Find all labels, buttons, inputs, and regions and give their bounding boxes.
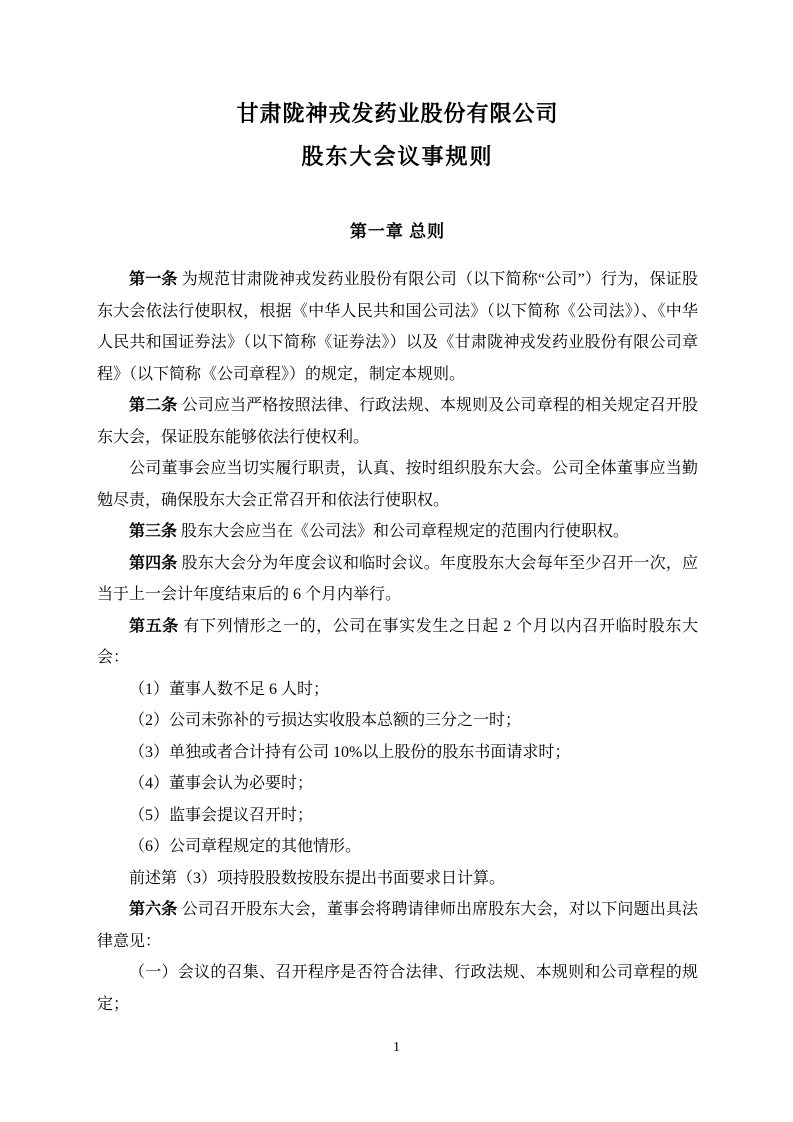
article-label: 第四条 <box>129 554 178 572</box>
article-label: 第二条 <box>129 397 178 414</box>
paragraph: （1）董事人数不足 6 人时； <box>129 680 330 698</box>
paragraph: 前述第（3）项持股股数按股东提出书面要求日计算。 <box>129 869 506 887</box>
paragraph: 公司董事会应当切实履行职责，认真、按时组织股东大会。公司全体董事应当勤勉尽责，确保股东大会正常召开和依法行使职权。 <box>97 460 698 509</box>
paragraph: （一）会议的召集、召开程序是否符合法律、行政法规、本规则和公司章程的规定； <box>97 964 698 1013</box>
article-label: 第六条 <box>129 901 178 918</box>
paragraph: （4）董事会认为必要时； <box>129 775 314 792</box>
paragraph: 第五条 有下列情形之一的，公司在事实发生之日起 2 个月以内召开临时股东大会： <box>97 617 698 666</box>
paragraph: 第六条 公司召开股东大会，董事会将聘请律师出席股东大会，对以下问题出具法律意见： <box>97 901 698 950</box>
document-body <box>97 264 698 1020</box>
article-label: 第三条 <box>129 523 178 540</box>
document-subtitle: 股东大会议事规则 <box>301 144 494 169</box>
paragraph: 第二条 公司应当严格按照法律、行政法规、本规则及公司章程的相关规定召开股东大会，保证股东能够依法行使权利。 <box>97 397 698 446</box>
document-title: 甘肃陇神戎发药业股份有限公司 <box>236 101 559 126</box>
page-number: 1 <box>393 1040 400 1055</box>
paragraph: （6）公司章程规定的其他情形。 <box>129 838 362 855</box>
paragraph: （2）公司未弥补的亏损达实收股本总额的三分之一时； <box>129 712 522 729</box>
paragraph: 第一条 为规范甘肃陇神戎发药业股份有限公司（以下简称“公司”）行为，保证股东大会依法行使职权，根据《中华人民共和国公司法》（以下简称《公司法》）、《中华人民共和国证券法》（以下简称《证券法》）以及《甘肃陇神戎发药业股份有限公司章程》（以下简称《公司章程》）的规定，制定本规则。 <box>97 271 698 383</box>
chapter-heading: 第一章 总则 <box>349 222 446 241</box>
paragraph: （3）单独或者合计持有公司 10%以上股份的股东书面请求时； <box>129 743 571 761</box>
paragraph: （5）监事会提议召开时； <box>129 806 314 824</box>
article-label: 第一条 <box>129 271 178 288</box>
article-label: 第五条 <box>129 617 179 635</box>
paragraph: 第四条 股东大会分为年度会议和临时会议。年度股东大会每年至少召开一次，应当于上一会计年度结束后的 6 个月内举行。 <box>97 554 698 603</box>
paragraph: 第三条 股东大会应当在《公司法》和公司章程规定的范围内行使职权。 <box>129 523 630 540</box>
